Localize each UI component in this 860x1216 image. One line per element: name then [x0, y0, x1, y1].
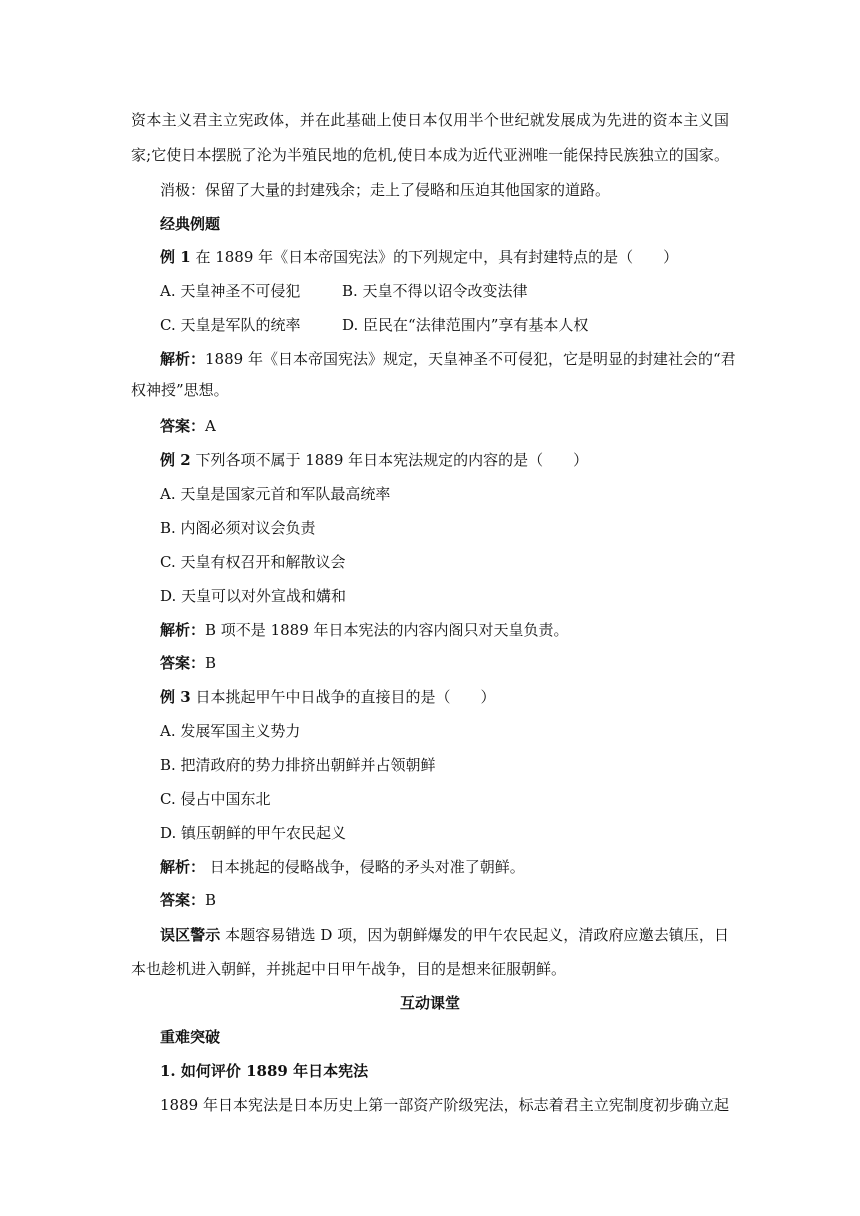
point-1-title: 1. 如何评价 1889 年日本宪法: [160, 1062, 369, 1080]
answer-label: 答案：: [160, 654, 206, 672]
analysis-label: 解析：: [160, 858, 206, 876]
intro-line-2: 家;它使日本摆脱了沦为半殖民地的危机,使日本成为近代亚洲唯一能保持民族独立的国家。: [131, 146, 729, 164]
example-3-answer: [160, 890, 216, 910]
option-d: D. 镇压朝鲜的甲午农民起义: [160, 824, 347, 842]
answer-value: B: [205, 654, 217, 672]
option-a: A. 天皇是国家元首和军队最高统率: [160, 485, 391, 503]
example-2-label: 例 2: [160, 451, 191, 469]
option-d: D. 天皇可以对外宣战和媾和: [160, 587, 347, 605]
option-c: C. 天皇有权召开和解散议会: [160, 553, 346, 571]
option-d: D. 臣民在“法律范围内”享有基本人权: [342, 316, 589, 334]
example-3-text: 日本挑起甲午中日战争的直接目的是（ ）: [190, 688, 496, 706]
example-3-question: [160, 687, 495, 707]
section-title-key-points: 重难突破: [160, 1028, 221, 1046]
option-a: A. 天皇神圣不可侵犯: [160, 282, 301, 300]
negative-effects: 消极：保留了大量的封建残余；走上了侵略和压迫其他国家的道路。: [160, 181, 611, 199]
example-3-label: 例 3: [160, 688, 191, 706]
warning-label: 误区警示: [160, 926, 221, 944]
option-b: B. 把清政府的势力排挤出朝鲜并占领朝鲜: [160, 756, 436, 774]
analysis-label: 解析：: [160, 350, 206, 368]
example-1-analysis-cont: 权神授”思想。: [131, 381, 229, 399]
example-1-question: [160, 247, 678, 267]
intro-line-1: 资本主义君主立宪政体，并在此基础上使日本仅用半个世纪就发展成为先进的资本主义国: [131, 111, 729, 129]
analysis-text: 1889 年《日本帝国宪法》规定，天皇神圣不可侵犯，它是明显的封建社会的“君: [205, 350, 736, 368]
analysis-text: 日本挑起的侵略战争，侵略的矛头对准了朝鲜。: [205, 858, 525, 876]
example-1-options-row-1: [160, 281, 720, 301]
example-1-answer: [160, 416, 216, 436]
example-2-text: 下列各项不属于 1889 年日本宪法规定的内容的是（ ）: [190, 451, 589, 469]
example-1-label: 例 1: [160, 248, 191, 266]
misconception-warning-cont: 本也趁机进入朝鲜，并挑起中日甲午战争，目的是想来征服朝鲜。: [131, 960, 567, 978]
example-1-analysis: [160, 349, 736, 369]
answer-label: 答案：: [160, 417, 206, 435]
section-title-classic-examples: 经典例题: [160, 215, 221, 233]
answer-value: B: [205, 891, 217, 909]
misconception-warning: [160, 925, 729, 945]
option-c: C. 天皇是军队的统率: [160, 316, 301, 334]
example-2-question: [160, 450, 588, 470]
option-b: B. 内阁必须对议会负责: [160, 519, 316, 537]
warning-text: 本题容易错选 D 项，因为朝鲜爆发的甲午农民起义，清政府应邀去镇压，日: [220, 926, 729, 944]
example-2-answer: [160, 653, 216, 673]
example-1-options-row-2: [160, 315, 720, 335]
option-b: B. 天皇不得以诏令改变法律: [342, 282, 528, 300]
example-2-analysis: [160, 620, 569, 640]
section-title-interactive: 互动课堂: [399, 994, 460, 1012]
point-1-text: 1889 年日本宪法是日本历史上第一部资产阶级宪法，标志着君主立宪制度初步确立起: [160, 1096, 729, 1114]
analysis-text: B 项不是 1889 年日本宪法的内容内阁只对天皇负责。: [205, 621, 569, 639]
answer-value: A: [205, 417, 216, 435]
option-c: C. 侵占中国东北: [160, 790, 271, 808]
example-3-analysis: [160, 857, 525, 877]
answer-label: 答案：: [160, 891, 206, 909]
option-a: A. 发展军国主义势力: [160, 722, 301, 740]
analysis-label: 解析：: [160, 621, 206, 639]
example-1-text: 在 1889 年《日本帝国宪法》的下列规定中，具有封建特点的是（ ）: [190, 248, 679, 266]
